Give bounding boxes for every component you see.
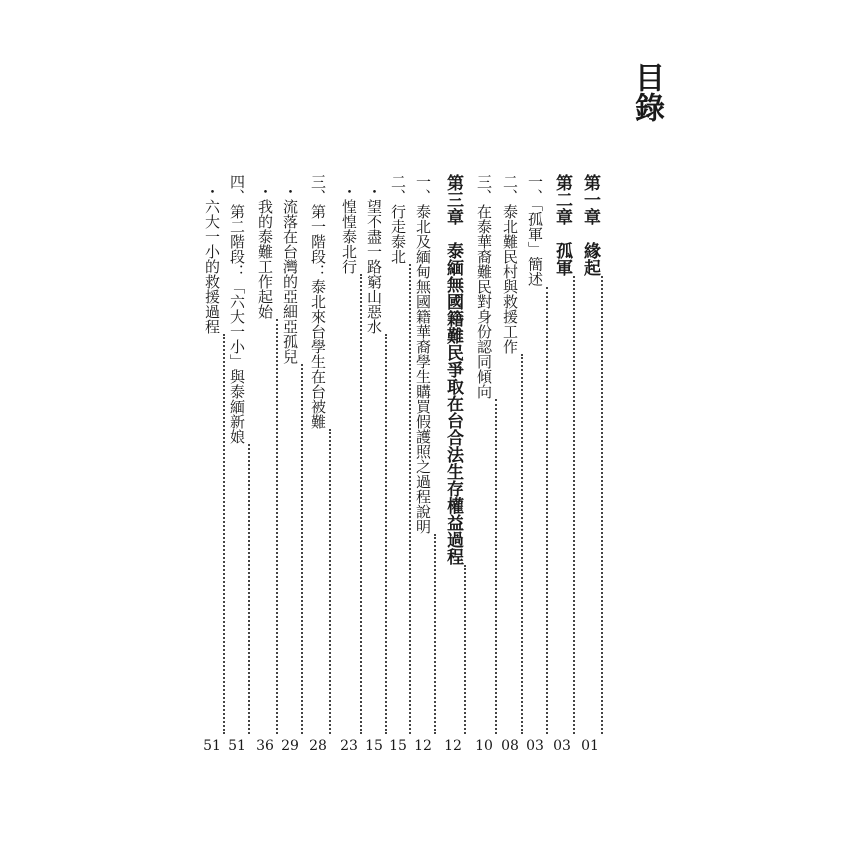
toc-page-number: 28 (309, 738, 327, 754)
toc-page-number: 51 (203, 738, 221, 754)
dot-leader (549, 276, 575, 734)
toc-entry-text: ・望不盡一路窮山惡水 (365, 184, 383, 334)
dot-leader (577, 276, 603, 734)
toc-entry-text: 一、泰北及緬甸無國籍華裔學生購買假護照之過程說明 (414, 174, 432, 534)
toc-entry-text: 二、行走泰北 (389, 174, 407, 264)
toc-entry-text: ・惶惶泰北行 (340, 184, 358, 274)
toc-page-number: 15 (365, 738, 383, 754)
dot-leader (361, 334, 387, 734)
toc-page-number: 03 (553, 738, 571, 754)
toc-entry-text: 第三章 泰緬無國籍難民爭取在台合法生存權益過程 (443, 174, 463, 565)
dot-leader (305, 429, 331, 734)
toc-entry-text: 二、泰北難民村與救援工作 (501, 174, 519, 354)
toc-chapter-row[interactable] (549, 174, 575, 734)
toc-entry-text: 三、第一階段：泰北來台學生在台被難 (309, 174, 327, 429)
dot-leader (252, 319, 278, 734)
toc-page-number: 12 (414, 738, 432, 754)
toc-entry-row[interactable] (471, 174, 497, 734)
toc-page-number: 51 (228, 738, 246, 754)
toc-entry-text: 三、在泰華裔難民對身份認同傾向 (475, 174, 493, 399)
dot-leader (199, 334, 225, 734)
toc-entry-row[interactable] (305, 174, 331, 734)
dot-leader (336, 274, 362, 734)
toc-entry-row[interactable] (336, 184, 362, 734)
toc-page-number: 23 (340, 738, 358, 754)
dot-leader (440, 565, 466, 734)
toc-page-number: 15 (389, 738, 407, 754)
toc-entry-row[interactable] (361, 184, 387, 734)
toc-entry-row[interactable] (522, 174, 548, 734)
toc-entry-row[interactable] (497, 174, 523, 734)
toc-entry-row[interactable] (277, 184, 303, 734)
dot-leader (224, 444, 250, 734)
toc-page-number: 29 (281, 738, 299, 754)
toc-chapter-row[interactable] (577, 174, 603, 734)
toc-page-number: 03 (526, 738, 544, 754)
toc-entry-row[interactable] (199, 184, 225, 734)
toc-entry-text: 第二章 孤軍 (552, 174, 572, 276)
toc-entry-row[interactable] (224, 174, 250, 734)
toc-page-number: 10 (475, 738, 493, 754)
toc-entry-text: 四、第二階段：「六大一小」與泰緬新娘 (228, 174, 246, 444)
toc-entry-text: ・我的泰難工作起始 (256, 184, 274, 319)
dot-leader (497, 354, 523, 734)
toc-page-number: 08 (501, 738, 519, 754)
dot-leader (410, 534, 436, 734)
toc-entry-row[interactable] (410, 174, 436, 734)
toc-entry-text: ・六大一小的救援過程 (203, 184, 221, 334)
toc-page-number: 12 (444, 738, 462, 754)
toc-entry-row[interactable] (252, 184, 278, 734)
toc-chapter-row[interactable] (440, 174, 466, 734)
dot-leader (385, 264, 411, 734)
toc-entry-text: 一、「孤軍」簡述 (526, 174, 544, 287)
toc-entry-row[interactable] (385, 174, 411, 734)
toc-entry-text: 第一章 緣起 (580, 174, 600, 276)
page-title: 目錄 (629, 62, 664, 122)
dot-leader (471, 399, 497, 734)
toc-page-number: 36 (256, 738, 274, 754)
toc-entry-text: ・流落在台灣的亞細亞孤兒 (281, 184, 299, 364)
dot-leader (522, 287, 548, 735)
dot-leader (277, 364, 303, 734)
toc-page-number: 01 (581, 738, 599, 754)
